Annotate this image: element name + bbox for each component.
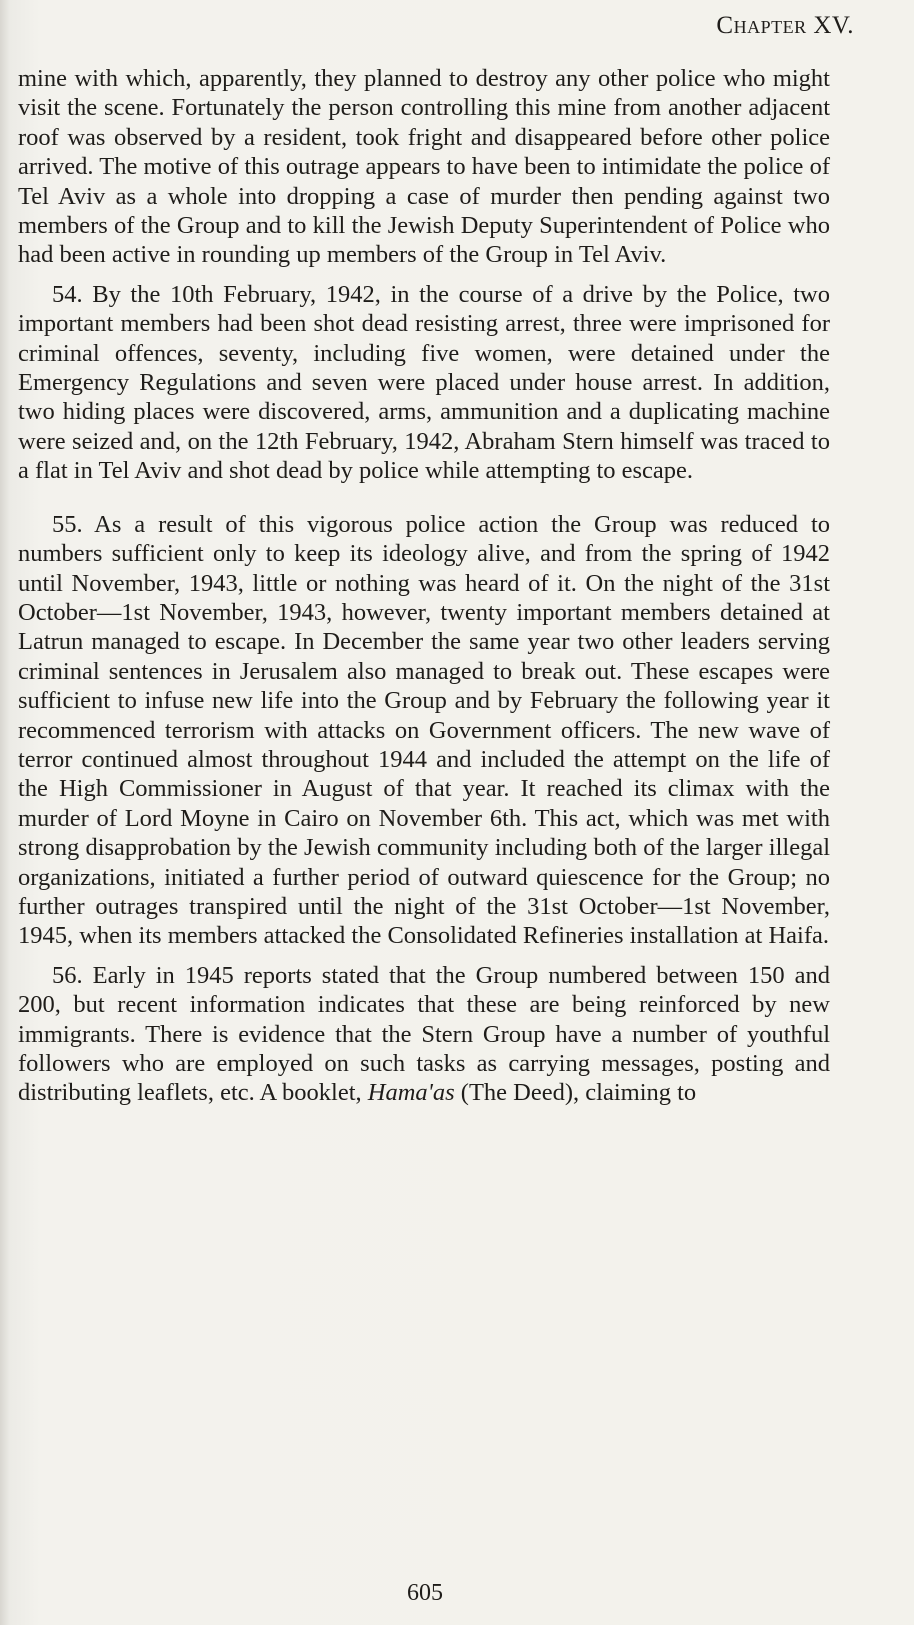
paragraph-54: 54. By the 10th February, 1942, in the course of a drive by the Police, two important members had been shot dead resisting arrest, three were imprisoned for criminal offences, seventy, including five women, were detained under the Emergency Regulations and seven were placed under house arrest. In addition, two hiding places were discovered, arms, ammunition and a duplicating machine were seized and, on the 12th February, 1942, Abraham Stern himself was traced to a flat in Tel Aviv and shot dead by police while attempting to escape. [18, 280, 830, 485]
paragraph-56-text-before: 56. Early in 1945 reports stated that the Group numbered between 150 and 200, but recent information indicates that these are being reinforced by new immigrants. There is evidence that the Stern Group have a number of youthful followers who are employed on such tasks as carrying messages, posting and distributing leaflets, etc. A booklet, [18, 961, 830, 1107]
body-text [18, 64, 830, 1108]
paragraph-56-text-after: (The Deed), claiming to [454, 1079, 697, 1107]
paragraph-56-italic-title: Hama'as [367, 1079, 455, 1107]
chapter-header: Chapter XV. [716, 12, 854, 39]
paragraph-56 [18, 961, 830, 1108]
page-number: 605 [407, 1580, 443, 1606]
paragraph-continuation: mine with which, apparently, they planned to destroy any other police who might visit the scene. Fortunately the person controlling this mine from another adjacent roof was observed by a resident, took fright and disappeared before other police arrived. The motive of this outrage appears to have been to intimidate the police of Tel Aviv as a whole into dropping a case of murder then pending against two members of the Group and to kill the Jewish Deputy Superintendent of Police who had been active in rounding up members of the Group in Tel Aviv. [18, 65, 830, 269]
paragraph-55: 55. As a result of this vigorous police action the Group was reduced to numbers sufficient only to keep its ideology alive, and from the spring of 1942 until November, 1943, little or nothing was heard of it. On the night of the 31st October—1st November, 1943, however, twenty important members detained at Latrun managed to escape. In December the same year two other leaders serving criminal sentences in Jerusalem also managed to break out. These escapes were sufficient to infuse new life into the Group and by February the following year it recommenced terrorism with attacks on Government officers. The new wave of terror continued almost throughout 1944 and included the attempt on the life of the High Commissioner in August of that year. It reached its climax with the murder of Lord Moyne in Cairo on November 6th. This act, which was met with strong disapprobation by the Jewish community including both of the larger illegal organizations, initiated a further period of outward quiescence for the Group; no further outrages transpired until the night of the 31st October—1st November, 1945, when its members attacked the Consolidated Refineries installation at Haifa. [18, 510, 830, 950]
